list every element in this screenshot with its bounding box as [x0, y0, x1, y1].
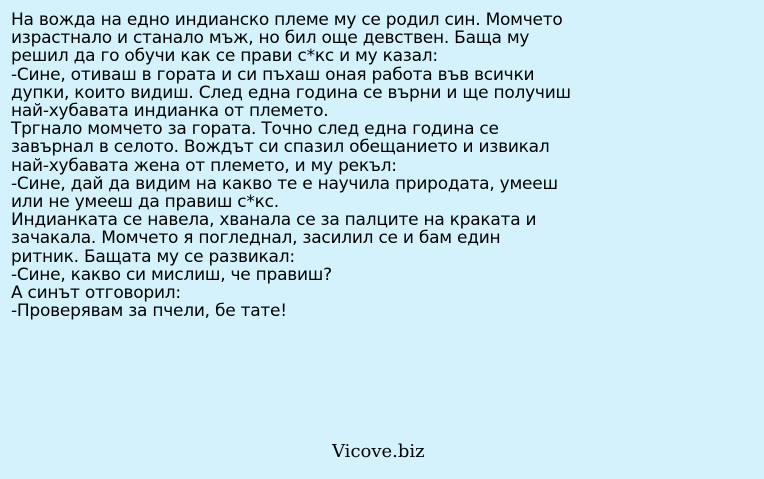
text-line: израстнало и станало мъж, но бил още девствен. Баща му: [11, 28, 530, 49]
text-line: Индианката се навела, хванала се за палците на краката и: [11, 210, 537, 231]
joke-text: [11, 11, 756, 320]
text-line: -Сине, какво си мислиш, че правиш?: [11, 264, 332, 285]
text-line: А синът отговорил:: [11, 283, 181, 304]
text-line: зачакала. Момчето я погледнал, засилил се и бам един: [11, 228, 501, 249]
text-line: -Сине, дай да видим на какво те е научила природата, умееш: [11, 173, 558, 194]
text-line: -Сине, отиваш в гората и си пъхаш оная работа във всички: [11, 64, 535, 85]
text-line: или не умееш да правиш с*кс.: [11, 192, 279, 213]
text-line: най-хубавата индианка от племето.: [11, 101, 329, 122]
text-line: На вожда на едно индианско племе му се родил син. Момчето: [11, 10, 563, 30]
text-line: завърнал в селото. Вождът си спазил обещанието и извикал: [11, 137, 550, 158]
text-line: ритник. Бащата му се развикал:: [11, 246, 295, 267]
text-line: Тргнало момчето за гората. Точно след една година се: [11, 119, 499, 140]
text-line: най-хубавата жена от племето, и му рекъл:: [11, 155, 397, 176]
site-watermark: Vicove.biz: [332, 441, 425, 462]
text-line: дупки, които видиш. След една година се върни и ще получиш: [11, 82, 571, 103]
text-line: решил да го обучи как се прави с*кс и му казал:: [11, 46, 438, 67]
text-line: -Проверявам за пчели, бе тате!: [11, 301, 287, 322]
